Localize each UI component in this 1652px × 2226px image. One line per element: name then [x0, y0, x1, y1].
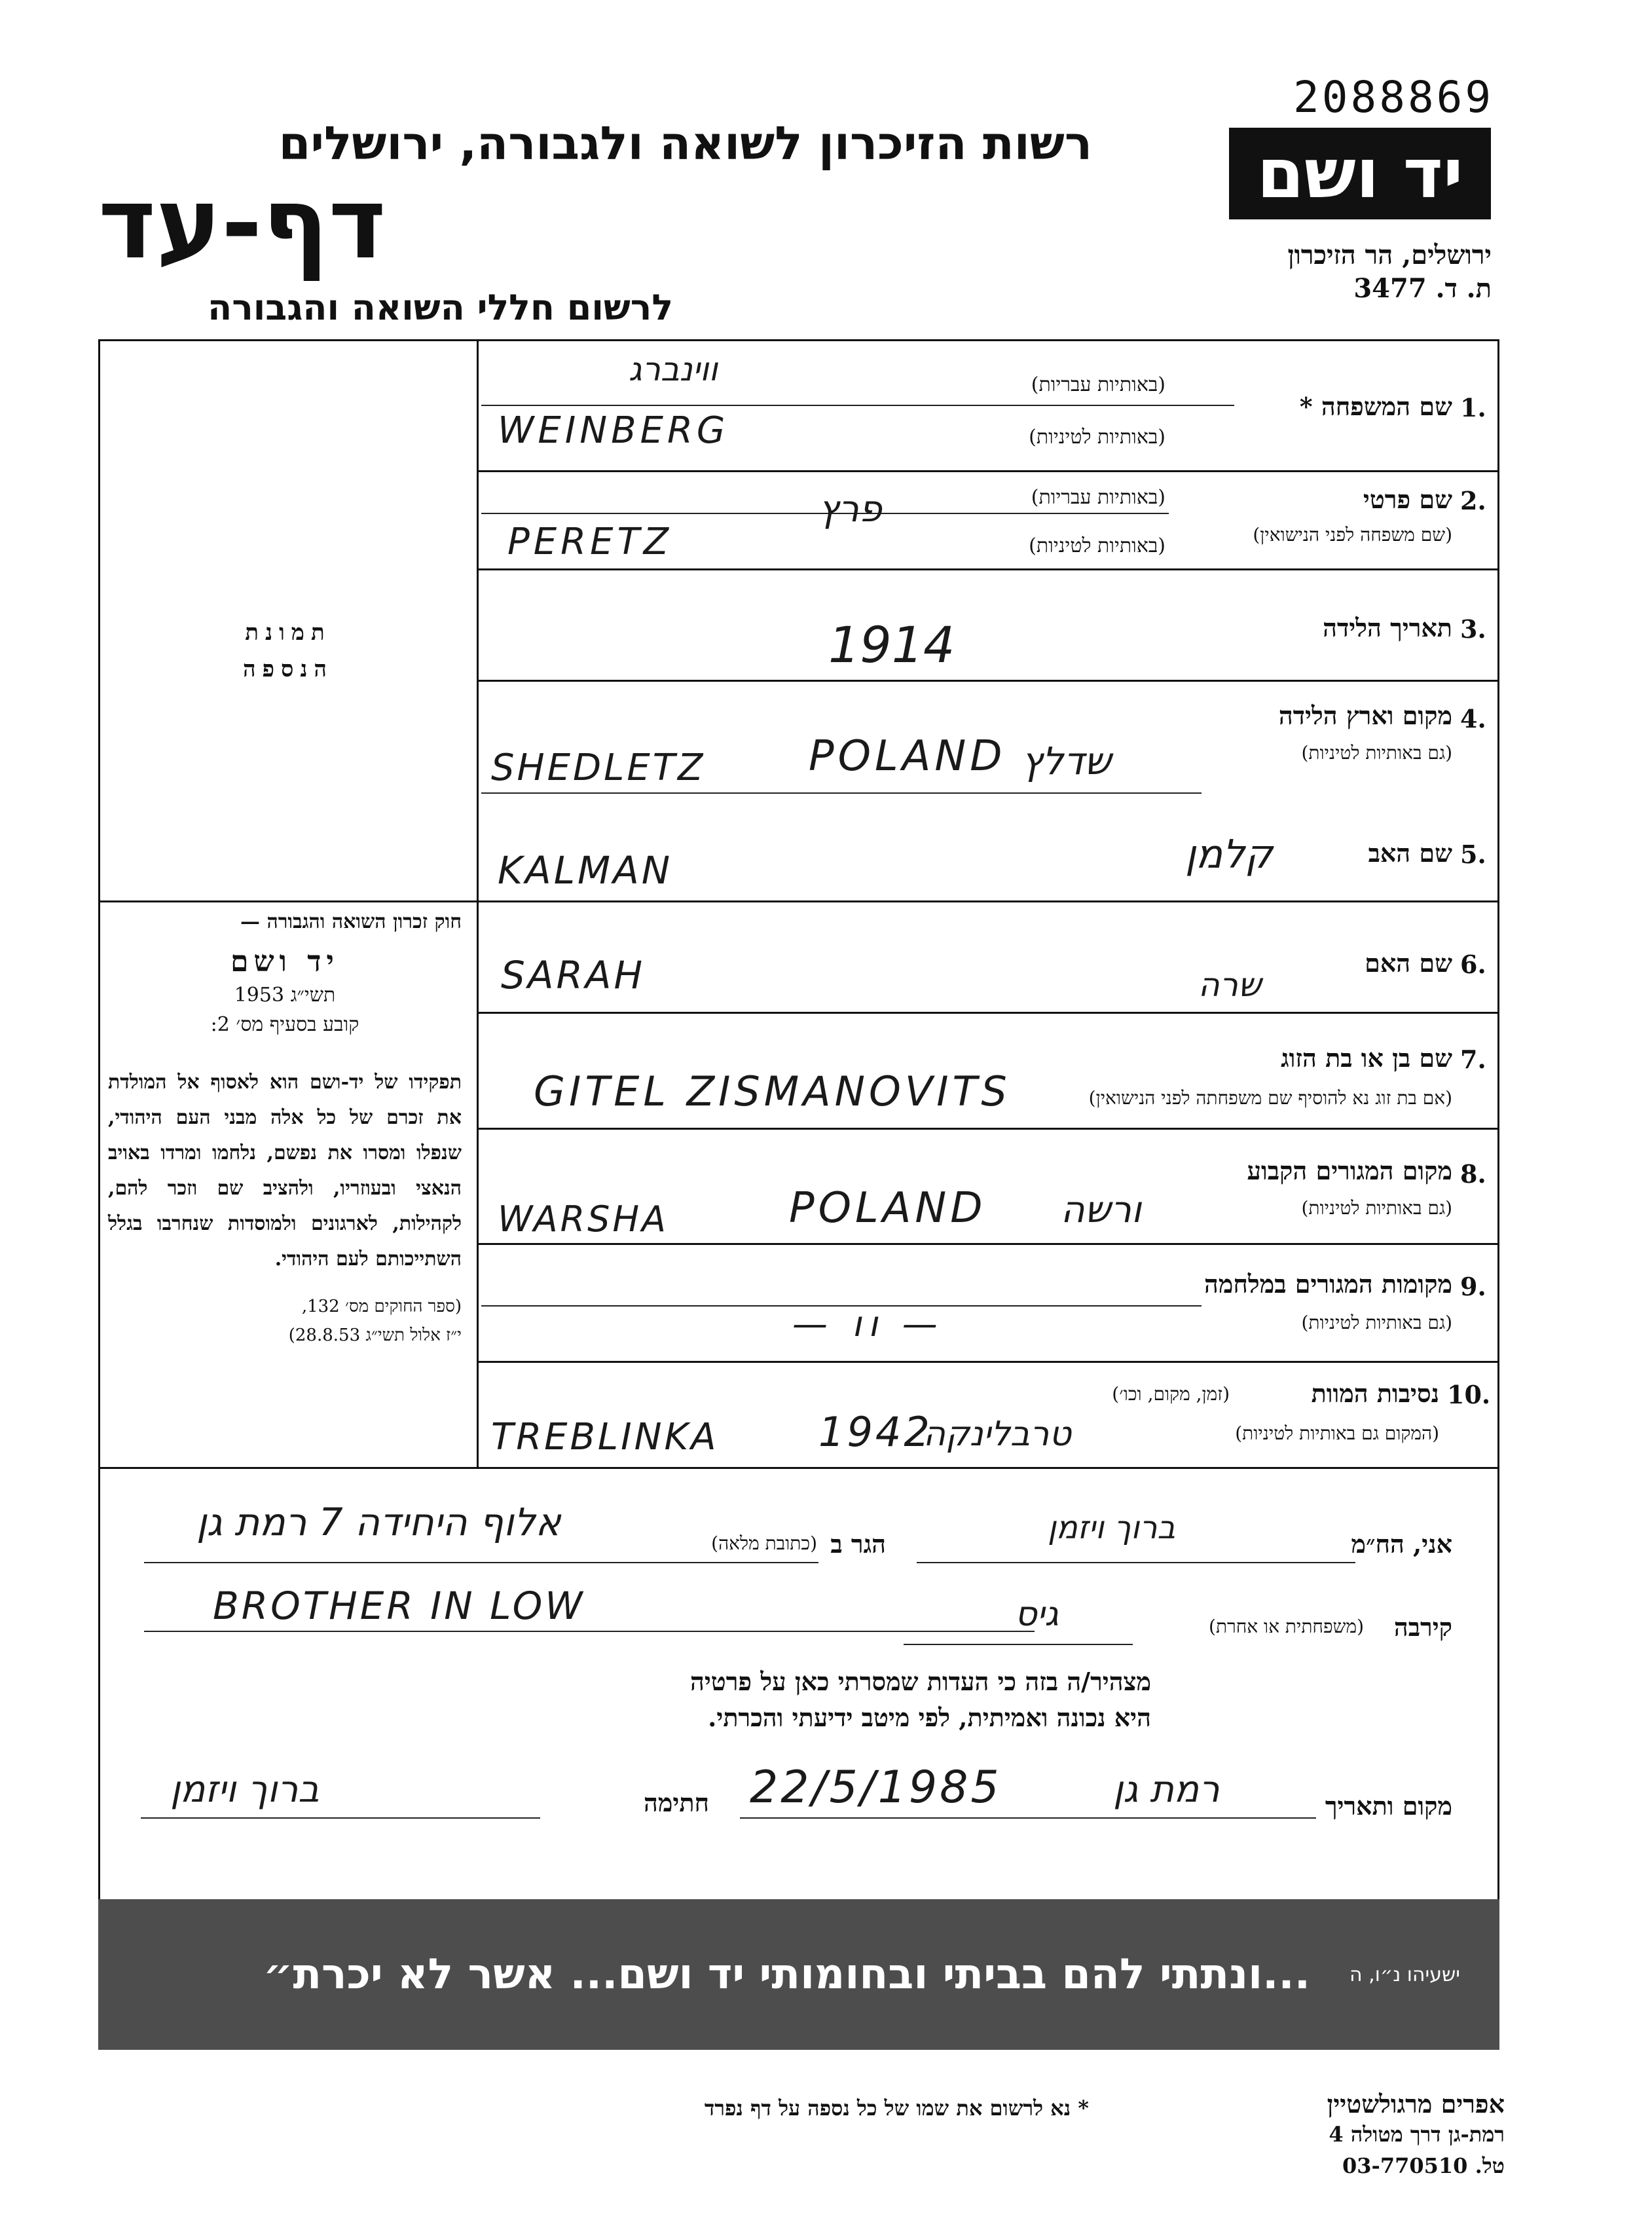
signature-line: [141, 1817, 540, 1819]
field-10-label: נסיבות המוות: [1311, 1379, 1439, 1408]
law-block: [108, 910, 462, 1345]
field-7-value: GITEL ZISMANOVITS: [534, 1067, 1011, 1115]
frame-lower-section: [98, 1467, 1499, 1469]
field-8-number: 8.: [1460, 1159, 1486, 1189]
field-4-value-city: SHEDLETZ: [491, 747, 706, 789]
row-separator: [477, 1361, 1499, 1363]
form-subtitle: לרשום חללי השואה והגבורה: [208, 287, 673, 328]
logo-text: יד ושם: [1257, 134, 1463, 213]
field-4-hint: (גם באותיות לטיניות): [1301, 742, 1452, 764]
field-8-hint: (גם באותיות לטיניות): [1301, 1197, 1452, 1219]
row-separator: [477, 900, 1499, 902]
field-10-value-hebrew: טרבלינקה: [923, 1415, 1072, 1454]
footer-note: * נא לרשום את שמו של כל נספה על דף נפרד: [704, 2096, 1089, 2121]
address-line: [144, 1562, 818, 1563]
field-6-number: 6.: [1460, 950, 1486, 979]
statement-line-2: היא נכונה ואמיתית, לפי מיטב ידיעתי והכרתי.: [708, 1703, 1151, 1732]
photo-placeholder: [196, 614, 380, 688]
statement-line-1: מצהיר/ה בזה כי העדות שמסרתי כאן על פרטיה: [689, 1667, 1151, 1696]
form-title: דף-עד: [98, 167, 386, 281]
field-9-number: 9.: [1460, 1272, 1486, 1301]
address-hint: (כתובת מלאה): [711, 1532, 817, 1554]
row-separator: [477, 1128, 1499, 1130]
field-6-value-hebrew: שרה: [1198, 966, 1262, 1004]
field-3-label: תאריך הלידה: [1323, 613, 1452, 642]
field-3-number: 3.: [1460, 614, 1486, 644]
field-1-hebrew-hint: (באותיות עבריות): [1031, 373, 1166, 396]
declarant-prefix: אני, הח״מ: [1351, 1529, 1452, 1559]
field-1-latin-hint: (באותיות לטיניות): [1029, 426, 1166, 449]
field-9-hint: (גם באותיות לטיניות): [1301, 1312, 1452, 1333]
frame-top: [98, 339, 1499, 341]
field-10-label-note: (זמן, מקום, וכו׳): [1112, 1383, 1230, 1405]
photo-label-1: תמונת: [245, 620, 331, 646]
law-ref-1: (ספר החוקים מס׳ 132,: [301, 1297, 462, 1316]
field-5-number: 5.: [1460, 840, 1486, 869]
field-8-value-hebrew: ורשה: [1061, 1189, 1142, 1231]
field-10-value-year: 1942: [818, 1408, 932, 1456]
serial-number: 2088869: [1293, 72, 1494, 122]
printer-phone: טל. 03-770510: [1342, 2153, 1505, 2178]
relation-latin: BROTHER IN LOW: [213, 1584, 585, 1628]
photo-label-2: הנספה: [242, 656, 333, 682]
authority-title: רשות הזיכרון לשואה ולגבורה, ירושלים: [278, 117, 1092, 170]
relation-hebrew: גיס: [1015, 1595, 1059, 1634]
declarant-name-line: [917, 1562, 1355, 1563]
relation-line: [904, 1644, 1133, 1645]
quote-banner: [98, 1899, 1499, 2050]
row-separator: [477, 1012, 1499, 1014]
declarant-residing: הגר ב: [830, 1529, 886, 1559]
field-2-label: שם פרטי: [1363, 485, 1452, 514]
field-4-number: 4.: [1460, 704, 1486, 733]
photo-divider: [477, 339, 479, 1467]
signature: ברוך ויזמן: [170, 1768, 320, 1811]
field-9-label: מקומות המגורים במלחמה: [1204, 1269, 1452, 1299]
row-separator: [477, 470, 1499, 472]
law-year: תשי״ג 1953: [234, 984, 336, 1007]
field-2-value-hebrew: פרץ: [818, 488, 882, 530]
field-7-number: 7.: [1460, 1045, 1486, 1074]
frame-right: [1497, 339, 1499, 1908]
signature-label: חתימה: [643, 1788, 709, 1817]
field-9-value: — וו —: [792, 1303, 944, 1345]
field-10-number: 10.: [1447, 1380, 1491, 1409]
declarant-address: אלוף היחידה 7 רמת גן: [196, 1500, 561, 1544]
field-2-hebrew-hint: (באותיות עבריות): [1031, 486, 1166, 509]
field-1-value-hebrew: ווינברג: [629, 350, 718, 388]
field-4-value-country: POLAND: [809, 732, 1006, 781]
law-ref-2: י״ז אלול תשי״ג 28.8.53): [288, 1326, 462, 1345]
photo-box-bottom: [98, 900, 478, 902]
field-10-value-place: TREBLINKA: [491, 1416, 719, 1458]
address-line-2: [144, 1631, 1035, 1632]
field-5-label: שם האב: [1368, 838, 1452, 868]
row-separator: [477, 1243, 1499, 1245]
field-2-latin-hint: (באותיות לטיניות): [1029, 534, 1166, 557]
field-6-value-latin: SARAH: [501, 953, 646, 997]
field-2-number: 2.: [1460, 486, 1486, 515]
banner-source: ישעיהו נ״ו, ה: [1349, 1963, 1460, 1986]
relation-label: קירבה: [1393, 1612, 1452, 1642]
field-8-value-city: WARSHA: [498, 1198, 669, 1240]
declarant-name: ברוך ויזמן: [1048, 1510, 1176, 1546]
frame-left: [98, 339, 100, 1908]
field-2-value-latin: PERETZ: [507, 521, 673, 563]
printer-name: אפרים מרגולשטיין: [1327, 2089, 1505, 2119]
row-separator: [477, 568, 1499, 570]
signing-place: רמת גן: [1113, 1768, 1220, 1811]
write-line: [481, 405, 1234, 406]
field-6-label: שם האם: [1365, 948, 1452, 978]
field-4-value-hebrew: שדלץ: [1021, 739, 1112, 783]
place-date-label: מקום ותאריך: [1325, 1791, 1452, 1821]
field-7-label: שם בן או בת הזוג: [1281, 1043, 1452, 1073]
place-date-line: [740, 1817, 1316, 1819]
field-10-note: (המקום גם באותיות לטיניות): [1235, 1422, 1439, 1444]
law-name: יד ושם: [230, 945, 339, 978]
law-clause: קובע בסעיף מס׳ 2:: [210, 1013, 359, 1036]
field-7-note: (אם בת זוג נא להוסיף שם משפחתה לפני הנישואין): [1088, 1087, 1452, 1109]
row-separator: [477, 680, 1499, 682]
field-3-value: 1914: [828, 616, 955, 674]
printer-address: רמת-גן דרך מטולה 4: [1329, 2122, 1505, 2147]
law-title: חוק זכרון השואה והגבורה —: [240, 910, 462, 933]
field-1-value-latin: WEINBERG: [498, 409, 729, 452]
field-8-value-country: POLAND: [789, 1184, 987, 1233]
field-8-label: מקום המגורים הקבוע: [1247, 1156, 1452, 1185]
field-5-value-hebrew: קלמן: [1185, 832, 1273, 878]
address-line-1: ירושלים, הר הזיכרון: [1287, 240, 1492, 270]
yad-vashem-logo: [1229, 128, 1491, 219]
signing-date: 22/5/1985: [750, 1762, 1002, 1813]
field-1-number: 1.: [1460, 393, 1486, 422]
relation-hint: (משפחתית או אחרת): [1209, 1616, 1364, 1637]
banner-quote: ...ונתתי להם בביתי ובחומותי יד ושם... אשר לא יכרת״: [263, 1950, 1311, 1999]
law-body: תפקידו של יד-ושם הוא לאסוף אל המולדת את זכרם של כל אלה מבני העם היהודי, שנפלו ומסרו את נפשם, נלחמו ומרדו באויב הנאצי ובעוזריו, ולהציב שם וזכר להם, לקהילות, לארגונים ולמוסדות שנחרבו בגלל השתייכותם לעם היהודי.: [108, 1071, 462, 1271]
field-4-label: מקום וארץ הלידה: [1278, 701, 1452, 730]
field-2-note: (שם משפחה לפני הנישואין): [1253, 524, 1452, 546]
field-1-label: שם המשפחה *: [1299, 392, 1452, 421]
write-line: [481, 792, 1202, 794]
address-line-2: ת. ד. 3477: [1353, 273, 1492, 304]
field-5-value-latin: KALMAN: [498, 848, 673, 893]
